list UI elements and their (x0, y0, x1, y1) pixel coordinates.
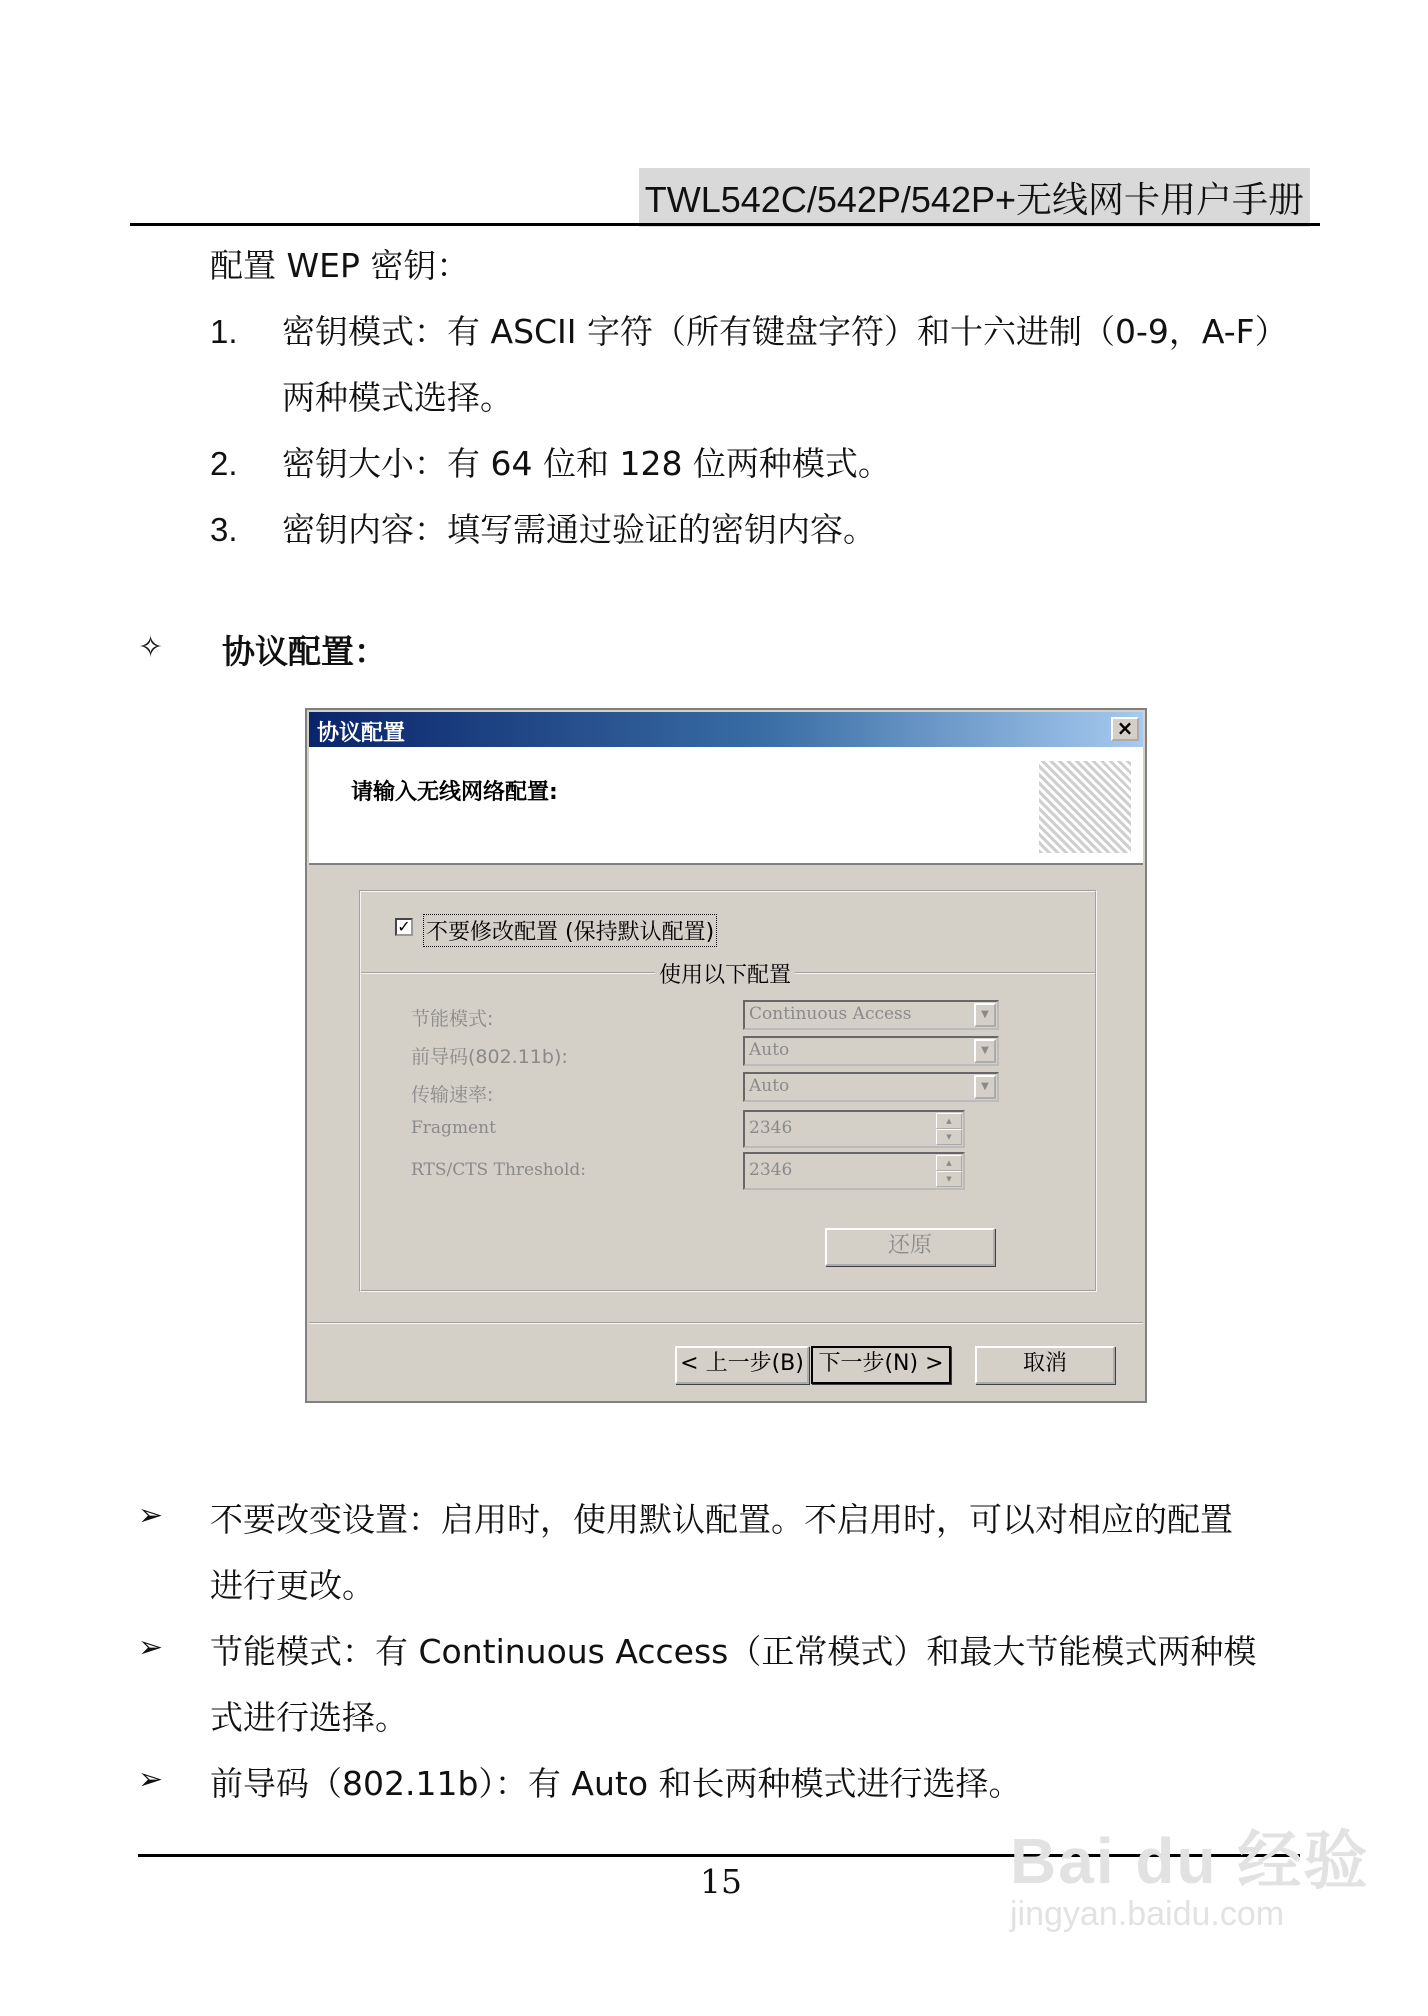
section-title: 协议配置： (222, 632, 387, 671)
wep-item-1-number: 1. (210, 313, 238, 350)
spin-up-icon[interactable]: ▲ (936, 1113, 962, 1129)
fragment-label: Fragment (411, 1118, 496, 1138)
cancel-button[interactable]: 取消 (975, 1346, 1115, 1384)
keep-default-checkbox-label[interactable]: 不要修改配置 (保持默认配置) (423, 914, 717, 947)
tx-rate-value: Auto (749, 1076, 790, 1096)
chevron-down-icon[interactable]: ▼ (974, 1039, 996, 1063)
tx-rate-label: 传输速率: (411, 1084, 494, 1106)
spin-down-icon[interactable]: ▼ (936, 1171, 962, 1187)
power-mode-value: Continuous Access (749, 1004, 912, 1024)
desc-2-text: 节能模式：有 Continuous Access（正常模式）和最大节能模式两种模 (210, 1632, 1257, 1671)
restore-button[interactable]: 还原 (825, 1228, 995, 1266)
wep-item-2-text: 密钥大小：有 64 位和 128 位两种模式。 (282, 444, 891, 483)
protocol-config-dialog (305, 708, 1147, 1403)
fragment-spinner[interactable] (743, 1110, 965, 1148)
header-rule (130, 223, 1320, 226)
wep-item-1-text-cont: 两种模式选择。 (282, 378, 513, 417)
dialog-bottom-separator (309, 1322, 1143, 1324)
desc-1-text: 不要改变设置：启用时，使用默认配置。不启用时，可以对相应的配置 (210, 1500, 1233, 1539)
spin-up-icon[interactable]: ▲ (936, 1155, 962, 1171)
arrow-bullet-icon: ➢ (138, 1762, 164, 1797)
desc-1-text-cont: 进行更改。 (210, 1566, 375, 1605)
arrow-bullet-icon: ➢ (138, 1630, 164, 1665)
dialog-prompt: 请输入无线网络配置: (351, 780, 558, 805)
wep-item-3-number: 3. (210, 511, 238, 548)
dialog-titlebar[interactable] (309, 712, 1143, 747)
rts-threshold-spinner[interactable] (743, 1152, 965, 1190)
wizard-graphic-icon (1039, 761, 1131, 853)
arrow-bullet-icon: ➢ (138, 1498, 164, 1533)
baidu-watermark-logo: Bai du 经验 (1010, 1825, 1370, 1897)
power-mode-label: 节能模式: (411, 1008, 494, 1030)
close-icon[interactable]: × (1111, 717, 1139, 741)
chevron-down-icon[interactable]: ▼ (974, 1075, 996, 1099)
tx-rate-select[interactable] (743, 1072, 999, 1102)
wep-heading: 配置 WEP 密钥： (210, 246, 470, 285)
keep-default-checkbox[interactable]: ✓ (395, 918, 413, 936)
wep-item-2-number: 2. (210, 445, 238, 482)
document-header-title: TWL542C/542P/542P+无线网卡用户手册 (639, 168, 1310, 227)
desc-2-text-cont: 式进行选择。 (210, 1698, 408, 1737)
next-button[interactable]: 下一步(N) > (811, 1346, 951, 1384)
baidu-watermark-url: jingyan.baidu.com (1010, 1895, 1285, 1933)
spin-down-icon[interactable]: ▼ (936, 1129, 962, 1145)
preamble-value: Auto (749, 1040, 790, 1060)
preamble-select[interactable] (743, 1036, 999, 1066)
chevron-down-icon[interactable]: ▼ (974, 1003, 996, 1027)
page-number: 15 (700, 1862, 742, 1901)
wep-item-3-text: 密钥内容：填写需通过验证的密钥内容。 (282, 510, 876, 549)
preamble-label: 前导码(802.11b): (411, 1046, 568, 1068)
power-mode-select[interactable] (743, 1000, 999, 1030)
desc-3-text: 前导码（802.11b）：有 Auto 和长两种模式进行选择。 (210, 1764, 1022, 1803)
fragment-value: 2346 (749, 1118, 793, 1138)
custom-config-legend: 使用以下配置 (655, 958, 795, 989)
diamond-bullet-icon: ✧ (138, 630, 164, 665)
wep-item-1-text: 密钥模式：有 ASCII 字符（所有键盘字符）和十六进制（0-9，A-F） (282, 312, 1288, 351)
rts-threshold-value: 2346 (749, 1160, 793, 1180)
back-button[interactable]: < 上一步(B) (675, 1346, 809, 1384)
dialog-header-panel (309, 747, 1143, 865)
dialog-title: 协议配置 (317, 721, 406, 746)
rts-threshold-label: RTS/CTS Threshold: (411, 1160, 587, 1180)
